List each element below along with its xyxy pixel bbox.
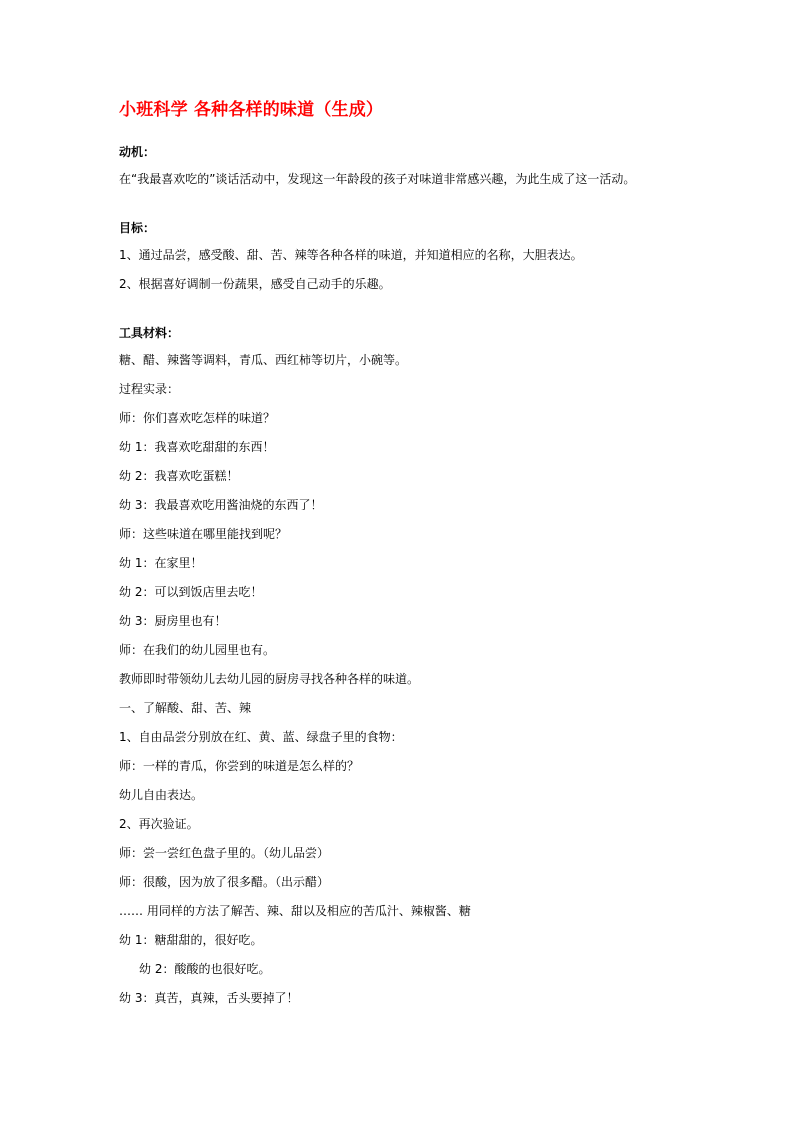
- process-line-19: …… 用同样的方法了解苦、辣、甜以及相应的苦瓜汁、辣椒酱、糖: [119, 904, 471, 918]
- process-line-6: 师：这些味道在哪里能找到呢？: [119, 527, 288, 541]
- process-line-9: 幼 3：厨房里也有！: [119, 614, 227, 628]
- process-line-20: 幼 1：糖甜甜的，很好吃。: [119, 933, 263, 947]
- goal-item-2: 2、根据喜好调制一份蔬果，感受自己动手的乐趣。: [119, 277, 391, 291]
- materials-text: 糖、醋、辣酱等调料，青瓜、西红柿等切片，小碗等。: [119, 353, 408, 367]
- process-line-8: 幼 2：可以到饭店里去吃！: [119, 585, 263, 599]
- process-line-13: 1、自由品尝分别放在红、黄、蓝、绿盘子里的食物：: [119, 730, 403, 744]
- process-line-17: 师：尝一尝红色盘子里的。（幼儿品尝）: [119, 846, 330, 860]
- process-line-12: 一、了解酸、甜、苦、辣: [119, 701, 252, 715]
- process-line-10: 师：在我们的幼儿园里也有。: [119, 643, 276, 657]
- process-line-2: 师：你们喜欢吃怎样的味道？: [119, 411, 276, 425]
- process-line-15: 幼儿自由表达。: [119, 788, 204, 802]
- process-line-21: 幼 2：酸酸的也很好吃。: [139, 962, 271, 976]
- process-line-14: 师：一样的青瓜，你尝到的味道是怎么样的？: [119, 759, 360, 773]
- process-line-22: 幼 3：真苦，真辣，舌头要掉了！: [119, 991, 299, 1005]
- process-line-7: 幼 1：在家里！: [119, 556, 203, 570]
- materials-heading: 工具材料：: [119, 326, 180, 340]
- process-line-1: 过程实录：: [119, 382, 180, 396]
- process-line-4: 幼 2：我喜欢吃蛋糕！: [119, 469, 239, 483]
- process-line-3: 幼 1：我喜欢吃甜甜的东西！: [119, 440, 275, 454]
- process-line-5: 幼 3：我最喜欢吃用酱油烧的东西了！: [119, 498, 323, 512]
- process-line-16: 2、再次验证。: [119, 817, 199, 831]
- motivation-heading: 动机：: [119, 145, 156, 159]
- document-title: 小班科学 各种各样的味道（生成）: [119, 100, 384, 120]
- goal-item-1: 1、通过品尝，感受酸、甜、苦、辣等各种各样的味道，并知道相应的名称，大胆表达。: [119, 248, 583, 262]
- process-line-11: 教师即时带领幼儿去幼儿园的厨房寻找各种各样的味道。: [119, 672, 420, 686]
- process-line-18: 师：很酸，因为放了很多醋。（出示醋）: [119, 875, 330, 889]
- goals-heading: 目标：: [119, 221, 156, 235]
- motivation-text: 在“我最喜欢吃的”谈话活动中，发现这一年龄段的孩子对味道非常感兴趣，为此生成了这一活动。: [119, 172, 636, 186]
